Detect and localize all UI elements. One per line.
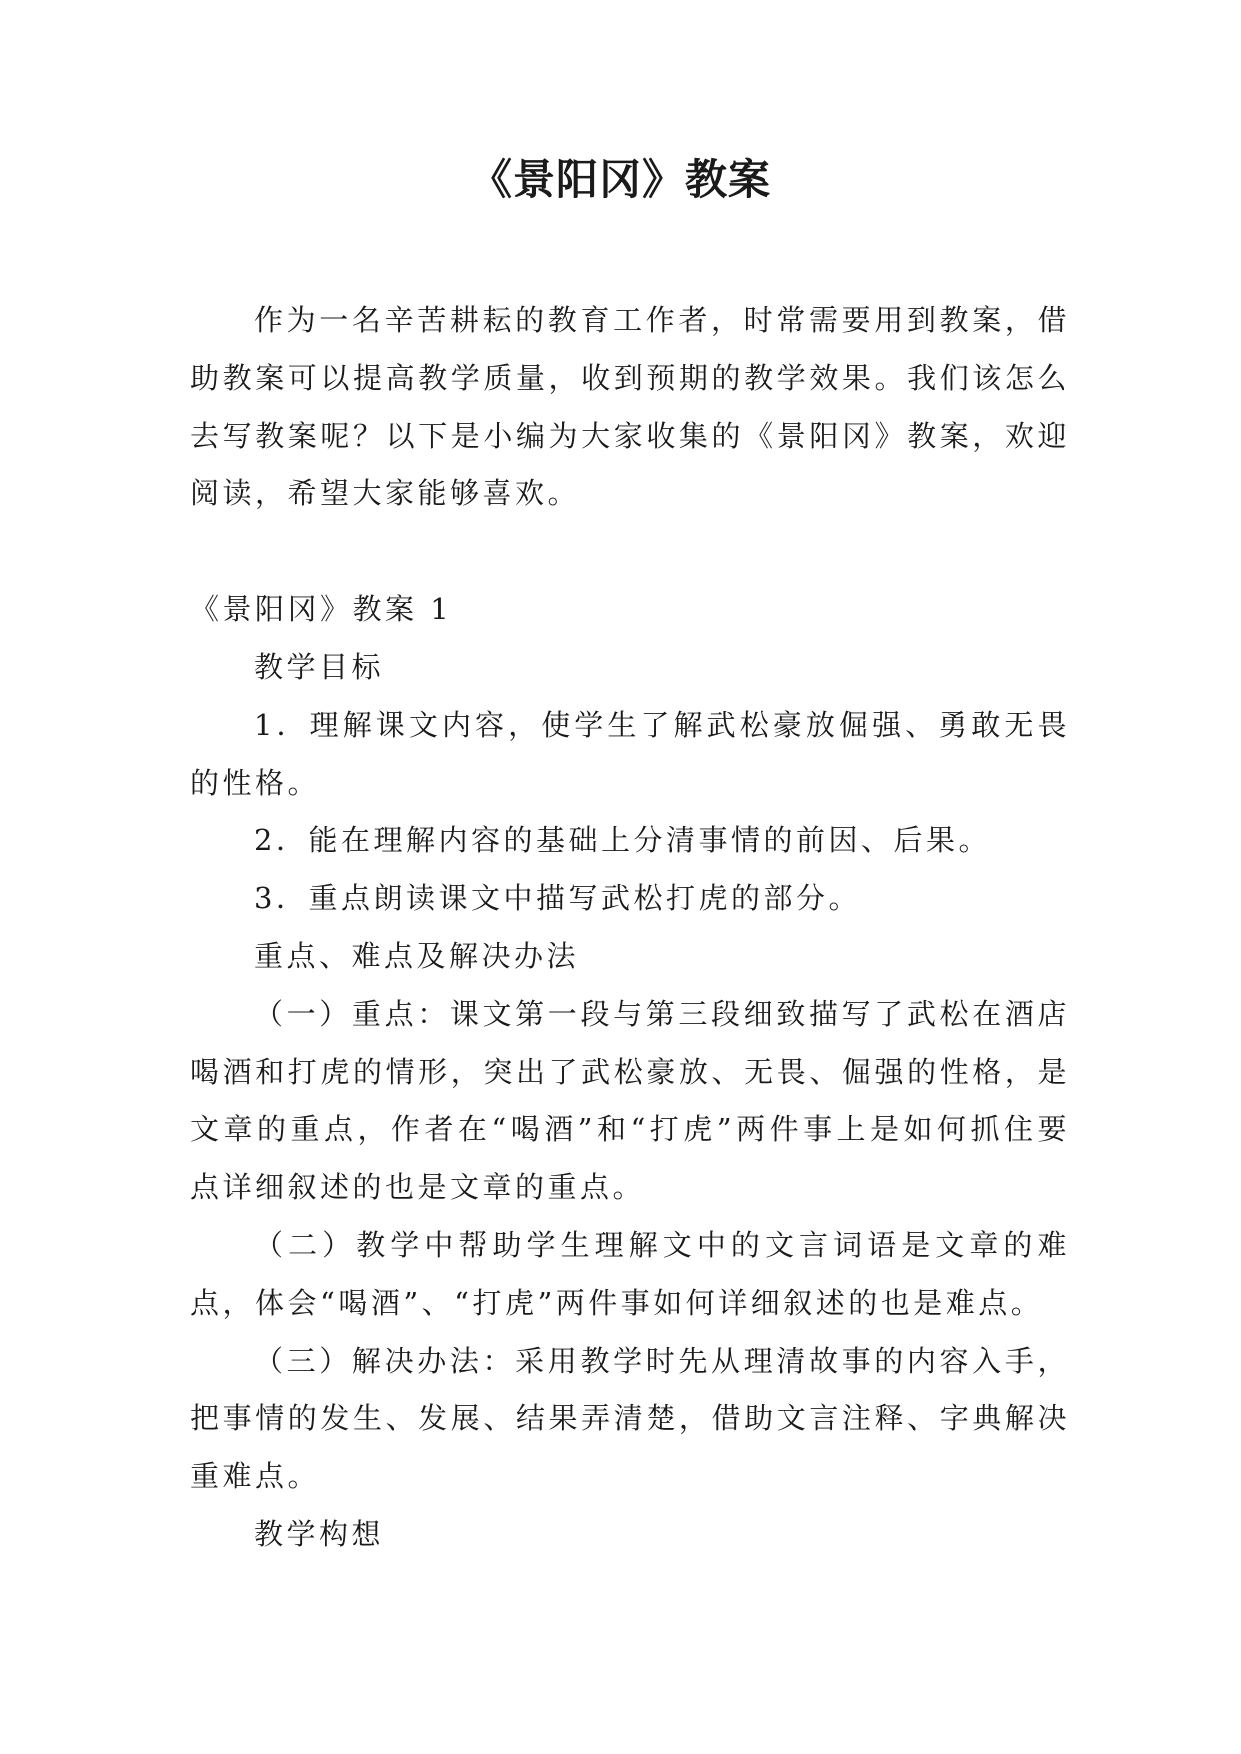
objective-item-3: 3．重点朗读课文中描写武松打虎的部分。 (254, 881, 861, 916)
section-heading: 《景阳冈》教案 1 (190, 592, 453, 627)
document-title: 《景阳冈》教案 (469, 155, 771, 204)
intro-paragraph: 作为一名辛苦耕耘的教育工作者，时常需要用到教案，借助教案可以提高教学质量，收到预期的教学效果。我们该怎么去写教案呢？以下是小编为大家收集的《景阳冈》教案，欢迎阅读，希望大家能够喜欢。 (190, 303, 1070, 511)
heading-teaching-objectives: 教学目标 (254, 649, 385, 684)
solution-paragraph: （三）解决办法：采用教学时先从理清故事的内容入手，把事情的发生、发展、结果弄清楚，借助文言注释、字典解决重难点。 (190, 1343, 1070, 1494)
objective-item-1: 1．理解课文内容，使学生了解武松豪放倔强、勇敢无畏的性格。 (190, 707, 1070, 800)
difficult-point-paragraph: （二）教学中帮助学生理解文中的文言词语是文章的难点，体会“喝酒”、“打虎”两件事如何详细叙述的也是难点。 (190, 1227, 1070, 1320)
spacer (190, 523, 1070, 581)
heading-key-difficult-points: 重点、难点及解决办法 (254, 938, 580, 973)
document-body (190, 292, 1070, 1564)
objective-item-2: 2．能在理解内容的基础上分清事情的前因、后果。 (254, 823, 991, 858)
heading-teaching-concept: 教学构想 (254, 1516, 385, 1551)
key-point-paragraph: （一）重点：课文第一段与第三段细致描写了武松在酒店喝酒和打虎的情形，突出了武松豪放、无畏、倔强的性格，是文章的重点，作者在“喝酒”和“打虎”两件事上是如何抓住要点详细叙述的也是文章的重点。 (190, 996, 1070, 1205)
